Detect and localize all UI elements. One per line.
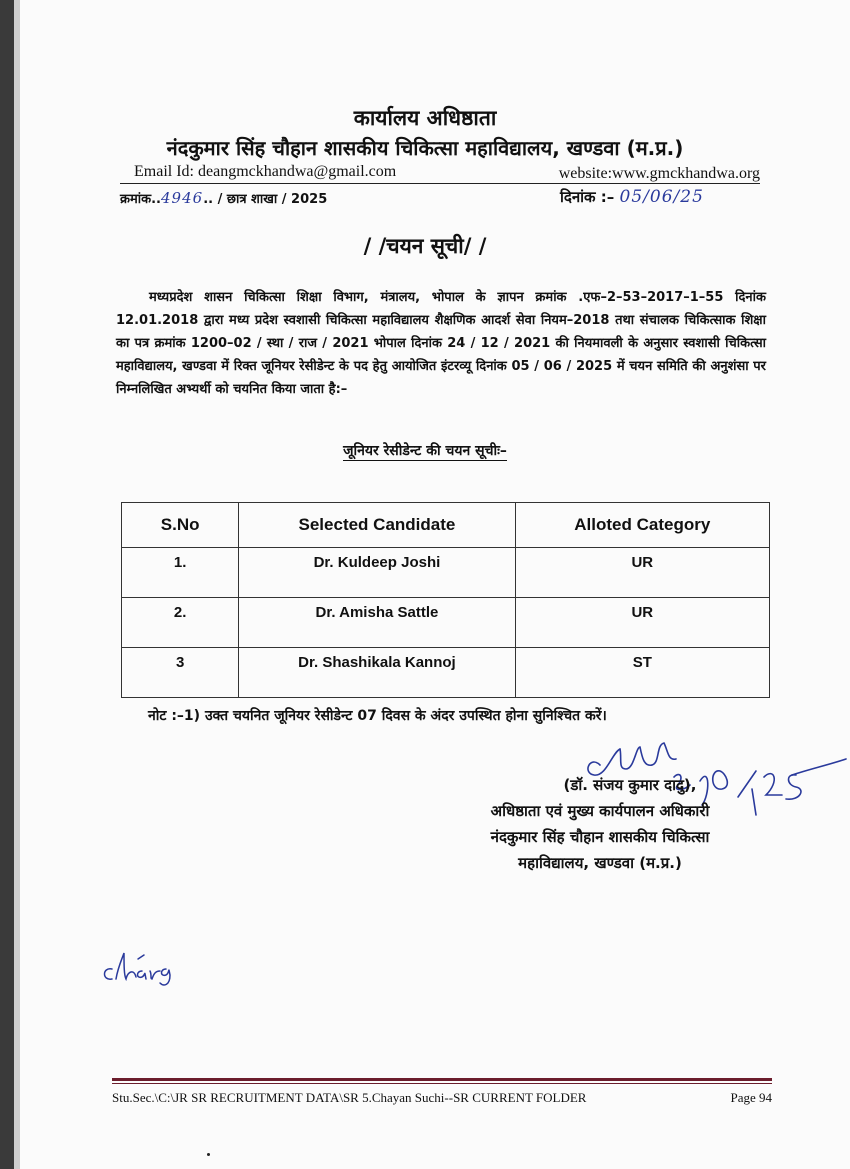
handwritten-date: 05/06/25 xyxy=(619,187,704,207)
issue-date xyxy=(560,187,704,207)
signatory-name: (डॉ. संजय कुमार दादु), xyxy=(563,776,697,794)
cell-sno: 3 xyxy=(122,648,239,698)
table-row xyxy=(122,548,770,598)
table-header-row xyxy=(122,503,770,548)
header-rule xyxy=(120,183,760,184)
header-category: Alloted Category xyxy=(515,503,769,548)
header-candidate: Selected Candidate xyxy=(239,503,515,548)
body-text: मध्यप्रदेश शासन चिकित्सा शिक्षा विभाग, मंत्रालय, भोपाल के ज्ञापन क्रमांक .एफ–2–53–2017–1–55 दिनांक 12.01.2018 द्वारा मध्य प्रदेश स्वशासी चिकित्सा महाविद्यालय शैक्षणिक आदर्श सेवा नियम–2018 तथा संचालक चिकित्साक शिक्षा का पत्र क्रमांक 1200–02 / स्था / राज / 2021 भोपाल दिनांक 24 / 12 / 2021 की नियमावली के अनुसार स्वशासी चिकित्सा महाविद्यालय, खण्डवा में रिक्त जूनियर रेसीडेन्ट के पद हेतु आयोजित इंटरव्यू दिनांक 05 / 06 / 2025 में चयन समिति की अनुशंसा पर निम्नलिखित अभ्यर्थी को चयनित किया जाता है:– xyxy=(116,290,766,397)
body-paragraph xyxy=(116,286,766,401)
footer-file-path: Stu.Sec.\C:\JR SR RECRUITMENT DATA\SR 5.Chayan Suchi--SR CURRENT FOLDER xyxy=(112,1090,587,1105)
cell-category: UR xyxy=(515,548,769,598)
cell-sno: 2. xyxy=(122,598,239,648)
cell-candidate: Dr. Shashikala Kannoj xyxy=(239,648,515,698)
reference-line xyxy=(120,187,760,211)
handwritten-reference-number: 4946 xyxy=(161,189,204,207)
page-number: Page 94 xyxy=(730,1090,772,1105)
email-text: Email Id: deangmckhandwa@gmail.com xyxy=(134,163,397,180)
office-heading: कार्यालय अधिष्ठाता xyxy=(353,106,497,130)
college-heading: नंदकुमार सिंह चौहान शासकीय चिकित्सा महाविद्यालय, खण्डवा (म.प्र.) xyxy=(166,136,684,160)
cell-candidate: Dr. Kuldeep Joshi xyxy=(239,548,515,598)
cell-category: ST xyxy=(515,648,769,698)
selection-table xyxy=(121,502,770,698)
scan-border-shade xyxy=(14,0,20,1169)
date-label: दिनांक :– xyxy=(560,188,615,206)
cell-candidate: Dr. Amisha Sattle xyxy=(239,598,515,648)
list-heading xyxy=(0,441,850,460)
website-text: website:www.gmckhandwa.org xyxy=(558,165,760,182)
list-heading-text: जूनियर रेसीडेन्ट की चयन सूचीः– xyxy=(343,443,507,459)
table-row xyxy=(122,598,770,648)
signatory-institution-line1: नंदकुमार सिंह चौहान शासकीय चिकित्सा xyxy=(490,828,710,846)
scan-speck xyxy=(207,1153,210,1156)
signatory-institution-line2: महाविद्यालय, खण्डवा (म.प्र.) xyxy=(518,854,682,872)
scan-border xyxy=(0,0,14,1169)
contact-line xyxy=(120,163,760,183)
footer-rule xyxy=(112,1078,772,1081)
table-row xyxy=(122,648,770,698)
document-title: / /चयन सूची/ / xyxy=(363,234,487,258)
cell-category: UR xyxy=(515,598,769,648)
reference-number: क्रमांक..4946.. / छात्र शाखा / 2025 xyxy=(120,189,328,207)
handwritten-annotation xyxy=(98,945,178,989)
reference-suffix: / छात्र शाखा / 2025 xyxy=(217,192,328,207)
footer xyxy=(112,1090,772,1108)
note-text: नोट :–1) उक्त चयनित जूनियर रेसीडेन्ट 07 दिवस के अंदर उपस्थित होना सुनिश्चित करें। xyxy=(148,708,607,724)
cell-sno: 1. xyxy=(122,548,239,598)
header-sno: S.No xyxy=(122,503,239,548)
reference-prefix: क्रमांक xyxy=(120,192,152,207)
footer-rule-thin xyxy=(112,1083,772,1084)
signatory-designation: अधिष्ठाता एवं मुख्य कार्यपालन अधिकारी xyxy=(490,802,710,820)
signatory-block xyxy=(430,772,770,876)
